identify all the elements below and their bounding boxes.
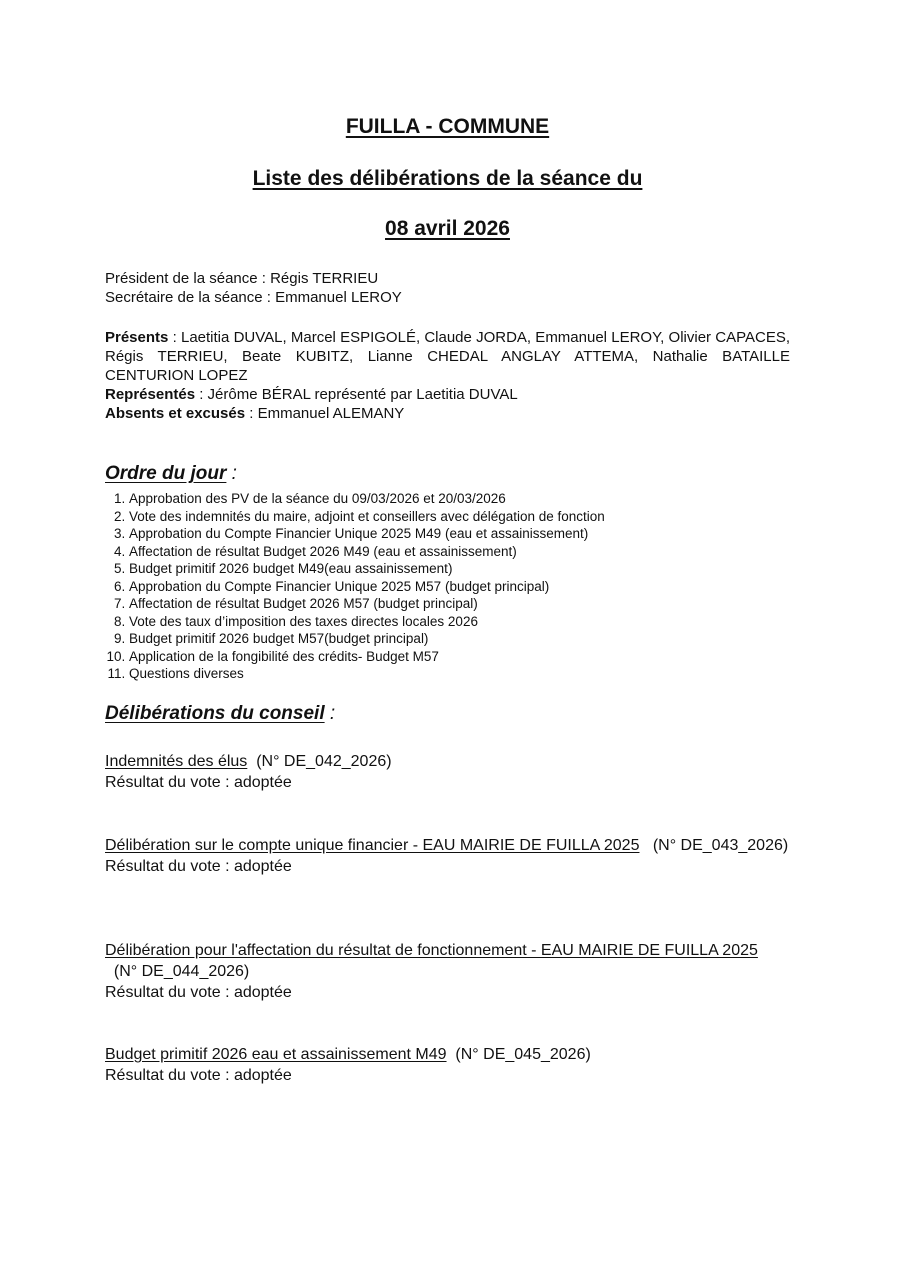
deliberation-subject: Délibération pour l'affectation du résultat de fonctionnement - EAU MAIRIE DE FUILLA 2025 — [105, 942, 758, 959]
absent-line — [105, 404, 790, 423]
deliberation-subject: Budget primitif 2026 eau et assainissement M49 — [105, 1046, 447, 1063]
deliberation-heading — [105, 835, 790, 856]
deliberation-item — [105, 751, 790, 793]
deliberation-result: Résultat du vote : adoptée — [105, 984, 292, 1001]
commune-title: FUILLA - COMMUNE — [345, 115, 550, 138]
deliberation-heading — [105, 751, 790, 772]
agenda-list — [105, 490, 790, 683]
agenda-item: 10. Application de la fongibilité des crédits- Budget M57 — [129, 648, 790, 666]
deliberation-number: (N° DE_042_2026) — [247, 753, 392, 770]
present-names: : Laetitia DUVAL, Marcel ESPIGOLÉ, Claude JORDA, Emmanuel LEROY, Olivier CAPACES, Régis TERRIEU, Beate KUBITZ, Lianne CHEDAL ANGLAY ATTEMA, Nathalie BATAILLE CENTURION LOPEZ — [105, 329, 790, 384]
represented-names: : Jérôme BÉRAL représenté par Laetitia DUVAL — [195, 386, 518, 403]
agenda-title: Ordre du jour — [105, 463, 227, 484]
president-line: Président de la séance : Régis TERRIEU — [105, 270, 379, 287]
deliberation-number: (N° DE_044_2026) — [105, 963, 250, 980]
deliberation-number: (N° DE_043_2026) — [639, 837, 789, 854]
deliberation-subject: Délibération sur le compte unique financier - EAU MAIRIE DE FUILLA 2025 — [105, 837, 640, 854]
deliberations-heading — [105, 703, 335, 725]
agenda-item: 7. Affectation de résultat Budget 2026 M57 (budget principal) — [129, 595, 790, 613]
agenda-item: 1. Approbation des PV de la séance du 09/03/2026 et 20/03/2026 — [129, 490, 790, 508]
agenda-item: 9. Budget primitif 2026 budget M57(budget principal) — [129, 630, 790, 648]
present-line — [105, 328, 790, 385]
agenda-item: 4. Affectation de résultat Budget 2026 M49 (eau et assainissement) — [129, 543, 790, 561]
agenda-item: 2. Vote des indemnités du maire, adjoint et conseillers avec délégation de fonction — [129, 508, 790, 526]
present-label: Présents — [105, 329, 169, 346]
deliberation-item — [105, 940, 790, 1003]
represented-label: Représentés — [105, 386, 196, 403]
agenda-item: 5. Budget primitif 2026 budget M49(eau assainissement) — [129, 560, 790, 578]
agenda-heading — [105, 463, 237, 485]
represented-line — [105, 385, 790, 404]
deliberation-heading — [105, 940, 790, 982]
deliberation-item — [105, 835, 790, 877]
session-date: 08 avril 2026 — [385, 217, 510, 240]
deliberation-result: Résultat du vote : adoptée — [105, 774, 292, 791]
deliberation-subject: Indemnités des élus — [105, 753, 248, 770]
deliberations-title: Délibérations du conseil — [105, 703, 325, 724]
deliberation-result: Résultat du vote : adoptée — [105, 858, 292, 875]
agenda-item: 6. Approbation du Compte Financier Unique 2025 M57 (budget principal) — [129, 578, 790, 596]
agenda-item: 8. Vote des taux d’imposition des taxes directes locales 2026 — [129, 613, 790, 631]
agenda-item: 3. Approbation du Compte Financier Unique 2025 M49 (eau et assainissement) — [129, 525, 790, 543]
agenda-item: 11. Questions diverses — [129, 665, 790, 683]
deliberation-number: (N° DE_045_2026) — [446, 1046, 591, 1063]
deliberation-heading — [105, 1044, 790, 1065]
absent-names: : Emmanuel ALEMANY — [245, 405, 405, 422]
attendance-block — [105, 328, 790, 423]
absent-label: Absents et excusés — [105, 405, 246, 422]
deliberation-result: Résultat du vote : adoptée — [105, 1067, 292, 1084]
deliberations-colon: : — [324, 703, 336, 724]
secretary-line: Secrétaire de la séance : Emmanuel LEROY — [105, 289, 402, 306]
list-title: Liste des délibérations de la séance du — [252, 167, 643, 190]
agenda-colon: : — [226, 463, 237, 484]
deliberation-item — [105, 1044, 790, 1086]
session-officers — [105, 269, 790, 307]
